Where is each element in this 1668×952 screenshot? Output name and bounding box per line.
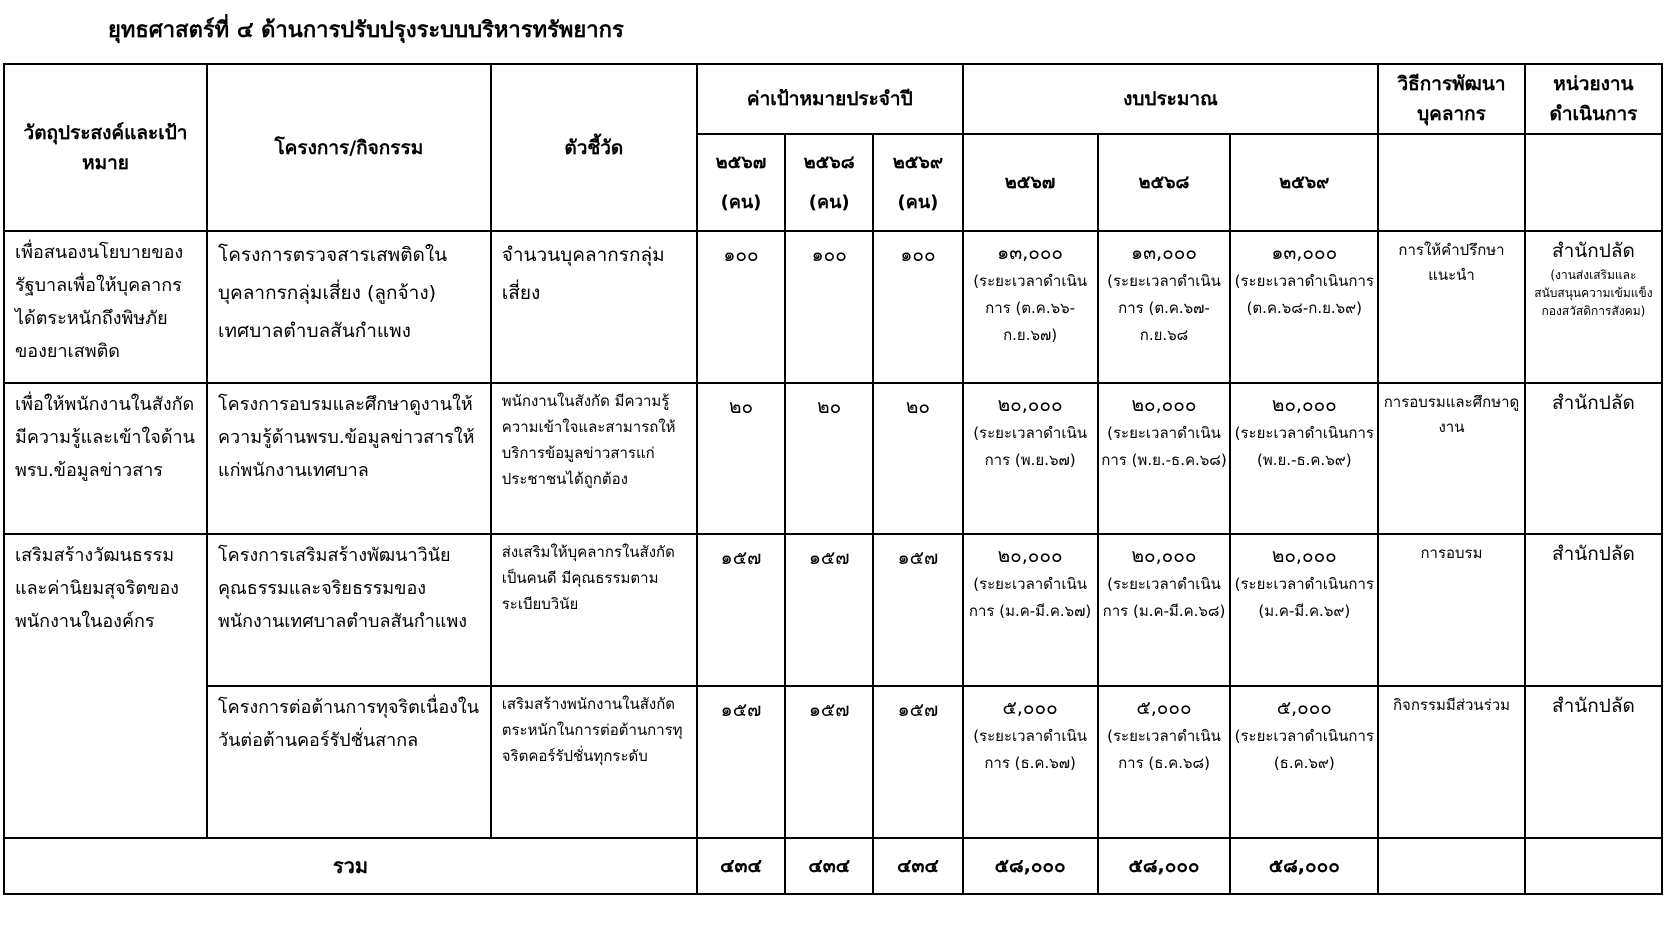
target-cell: ๑๕๗ bbox=[697, 686, 785, 838]
unit-name: สำนักปลัด bbox=[1552, 695, 1635, 717]
target-unit-label: (คน) bbox=[720, 191, 762, 213]
budget-period: (ระยะเวลาดำเนินการ (ม.ค-มี.ค.๖๘) bbox=[1102, 575, 1226, 620]
total-target: ๔๓๔ bbox=[785, 838, 873, 894]
budget-amount: ๒๐,๐๐๐ bbox=[997, 545, 1063, 567]
budget-cell bbox=[963, 383, 1098, 534]
method-cell: การให้คำปรึกษาแนะนำ bbox=[1378, 231, 1525, 383]
unit-cell bbox=[1525, 686, 1662, 838]
target-cell: ๑๐๐ bbox=[785, 231, 873, 383]
page-title: ยุทธศาสตร์ที่ ๔ ด้านการปรับปรุงระบบบริหารทรัพยากร bbox=[108, 18, 624, 43]
project-cell: โครงการอบรมและศึกษาดูงานให้ความรู้ด้านพรบ.ข้อมูลข่าวสารให้แก่พนักงานเทศบาล bbox=[207, 383, 491, 534]
budget-period: (ระยะเวลาดำเนินการ (พ.ย.-ธ.ค.๖๙) bbox=[1234, 424, 1374, 469]
budget-cell bbox=[1230, 686, 1378, 838]
header-target-year-2569 bbox=[873, 134, 962, 231]
method-cell: การอบรม bbox=[1378, 534, 1525, 686]
header-unit: หน่วยงานดำเนินการ bbox=[1525, 64, 1662, 134]
target-cell: ๑๕๗ bbox=[697, 534, 785, 686]
budget-cell bbox=[1098, 383, 1231, 534]
unit-name: สำนักปลัด bbox=[1552, 392, 1635, 414]
indicator-cell: พนักงานในสังกัด มีความรู้ความเข้าใจและสามารถให้บริการข้อมูลข่าวสารแก่ประชาชนได้ถูกต้อง bbox=[491, 383, 697, 534]
budget-period: (ระยะเวลาดำเนินการ (ธ.ค.๖๘) bbox=[1107, 727, 1221, 772]
budget-cell bbox=[1230, 383, 1378, 534]
unit-name: สำนักปลัด bbox=[1552, 240, 1635, 262]
target-cell: ๒๐ bbox=[873, 383, 962, 534]
total-target: ๔๓๔ bbox=[873, 838, 962, 894]
header-target-year-2567 bbox=[697, 134, 785, 231]
objective-cell: เพื่อสนองนโยบายของรัฐบาลเพื่อให้บุคลากรได้ตระหนักถึงพิษภัยของยาเสพติด bbox=[4, 231, 207, 383]
method-cell: การอบรมและศึกษาดูงาน bbox=[1378, 383, 1525, 534]
budget-cell bbox=[963, 231, 1098, 383]
budget-period: (ระยะเวลาดำเนินการ (ต.ค.๖๗-ก.ย.๖๘ bbox=[1107, 272, 1221, 344]
header-project: โครงการ/กิจกรรม bbox=[207, 64, 491, 231]
header-budget-year-2569: ๒๕๖๙ bbox=[1230, 134, 1378, 231]
unit-cell bbox=[1525, 534, 1662, 686]
header-budget-year-2567: ๒๕๖๗ bbox=[963, 134, 1098, 231]
target-unit-label: (คน) bbox=[808, 191, 850, 213]
target-unit-label: (คน) bbox=[897, 191, 939, 213]
budget-cell bbox=[1098, 231, 1231, 383]
budget-amount: ๑๓,๐๐๐ bbox=[1131, 242, 1197, 264]
header-budget-group: งบประมาณ bbox=[963, 64, 1379, 134]
unit-note: (งานส่งเสริมและสนับสนุนความเข้มแข็ง กองสวัสดิการสังคม) bbox=[1534, 268, 1653, 318]
budget-period: (ระยะเวลาดำเนินการ (ม.ค-มี.ค.๖๙) bbox=[1234, 575, 1374, 620]
total-budget: ๕๘,๐๐๐ bbox=[963, 838, 1098, 894]
project-cell: โครงการต่อต้านการทุจริตเนื่องในวันต่อต้านคอร์รัปชั่นสากล bbox=[207, 686, 491, 838]
budget-period: (ระยะเวลาดำเนินการ (ม.ค-มี.ค.๖๗) bbox=[968, 575, 1092, 620]
indicator-cell: เสริมสร้างพนักงานในสังกัดตระหนักในการต่อต้านการทุจริตคอร์รัปชั่นทุกระดับ bbox=[491, 686, 697, 838]
objective-cell: เพื่อให้พนักงานในสังกัดมีความรู้และเข้าใจด้านพรบ.ข้อมูลข่าวสาร bbox=[4, 383, 207, 534]
budget-cell bbox=[963, 534, 1098, 686]
target-year-label: ๒๕๖๙ bbox=[892, 151, 944, 173]
budget-cell bbox=[1098, 534, 1231, 686]
budget-amount: ๒๐,๐๐๐ bbox=[1131, 545, 1197, 567]
target-cell: ๑๕๗ bbox=[785, 534, 873, 686]
budget-period: (ระยะเวลาดำเนินการ (ต.ค.๖๘-ก.ย.๖๙) bbox=[1234, 272, 1374, 317]
budget-amount: ๕,๐๐๐ bbox=[1136, 697, 1192, 719]
total-budget: ๕๘,๐๐๐ bbox=[1230, 838, 1378, 894]
objective-cell: เสริมสร้างวัฒนธรรมและค่านิยมสุจริตของพนักงานในองค์กร bbox=[4, 534, 207, 838]
budget-cell bbox=[1230, 231, 1378, 383]
table-row bbox=[4, 231, 1662, 383]
budget-period: (ระยะเวลาดำเนินการ (พ.ย.-ธ.ค.๖๘) bbox=[1101, 424, 1227, 469]
project-cell: โครงการตรวจสารเสพติดในบุคลากรกลุ่มเสี่ยง (ลูกจ้าง) เทศบาลตำบลสันกำแพง bbox=[207, 231, 491, 383]
target-cell: ๑๐๐ bbox=[697, 231, 785, 383]
header-target-group: ค่าเป้าหมายประจำปี bbox=[697, 64, 963, 134]
target-cell: ๑๕๗ bbox=[873, 534, 962, 686]
method-cell: กิจกรรมมีส่วนร่วม bbox=[1378, 686, 1525, 838]
total-method-empty bbox=[1378, 838, 1525, 894]
header-indicator: ตัวชี้วัด bbox=[491, 64, 697, 231]
header-objective: วัตถุประสงค์และเป้าหมาย bbox=[4, 64, 207, 231]
unit-cell bbox=[1525, 231, 1662, 383]
total-unit-empty bbox=[1525, 838, 1662, 894]
target-cell: ๑๐๐ bbox=[873, 231, 962, 383]
table-row bbox=[4, 534, 1662, 686]
budget-amount: ๒๐,๐๐๐ bbox=[1271, 545, 1337, 567]
indicator-cell: จำนวนบุคลากรกลุ่มเสี่ยง bbox=[491, 231, 697, 383]
table-row bbox=[4, 383, 1662, 534]
project-cell: โครงการเสริมสร้างพัฒนาวินัย คุณธรรมและจริยธรรมของพนักงานเทศบาลตำบลสันกำแพง bbox=[207, 534, 491, 686]
total-label: รวม bbox=[4, 838, 697, 894]
budget-period: (ระยะเวลาดำเนินการ (ธ.ค.๖๗) bbox=[973, 727, 1087, 772]
budget-amount: ๒๐,๐๐๐ bbox=[1271, 394, 1337, 416]
total-budget: ๕๘,๐๐๐ bbox=[1098, 838, 1231, 894]
budget-cell bbox=[963, 686, 1098, 838]
budget-amount: ๒๐,๐๐๐ bbox=[1131, 394, 1197, 416]
header-method: วิธีการพัฒนาบุคลากร bbox=[1378, 64, 1525, 134]
target-cell: ๒๐ bbox=[697, 383, 785, 534]
budget-period: (ระยะเวลาดำเนินการ (ต.ค.๖๖-ก.ย.๖๗) bbox=[973, 272, 1087, 344]
unit-cell bbox=[1525, 383, 1662, 534]
header-budget-year-2568: ๒๕๖๘ bbox=[1098, 134, 1231, 231]
total-row bbox=[4, 838, 1662, 894]
target-year-label: ๒๕๖๘ bbox=[803, 151, 855, 173]
indicator-cell: ส่งเสริมให้บุคลากรในสังกัดเป็นคนดี มีคุณธรรมตามระเบียบวินัย bbox=[491, 534, 697, 686]
total-target: ๔๓๔ bbox=[697, 838, 785, 894]
budget-period: (ระยะเวลาดำเนินการ (ธ.ค.๖๙) bbox=[1234, 727, 1374, 772]
budget-amount: ๕,๐๐๐ bbox=[1002, 697, 1058, 719]
budget-amount: ๕,๐๐๐ bbox=[1276, 697, 1332, 719]
unit-name: สำนักปลัด bbox=[1552, 543, 1635, 565]
target-cell: ๒๐ bbox=[785, 383, 873, 534]
table-row bbox=[4, 686, 1662, 838]
header-target-year-2568 bbox=[785, 134, 873, 231]
budget-cell bbox=[1098, 686, 1231, 838]
budget-amount: ๒๐,๐๐๐ bbox=[997, 394, 1063, 416]
budget-amount: ๑๓,๐๐๐ bbox=[1271, 242, 1338, 264]
strategy-table bbox=[3, 63, 1663, 895]
budget-cell bbox=[1230, 534, 1378, 686]
header-unit-empty bbox=[1525, 134, 1662, 231]
target-cell: ๑๕๗ bbox=[873, 686, 962, 838]
target-cell: ๑๕๗ bbox=[785, 686, 873, 838]
target-year-label: ๒๕๖๗ bbox=[715, 151, 767, 173]
budget-period: (ระยะเวลาดำเนินการ (พ.ย.๖๗) bbox=[973, 424, 1087, 469]
header-method-empty bbox=[1378, 134, 1525, 231]
budget-amount: ๑๓,๐๐๐ bbox=[997, 242, 1064, 264]
